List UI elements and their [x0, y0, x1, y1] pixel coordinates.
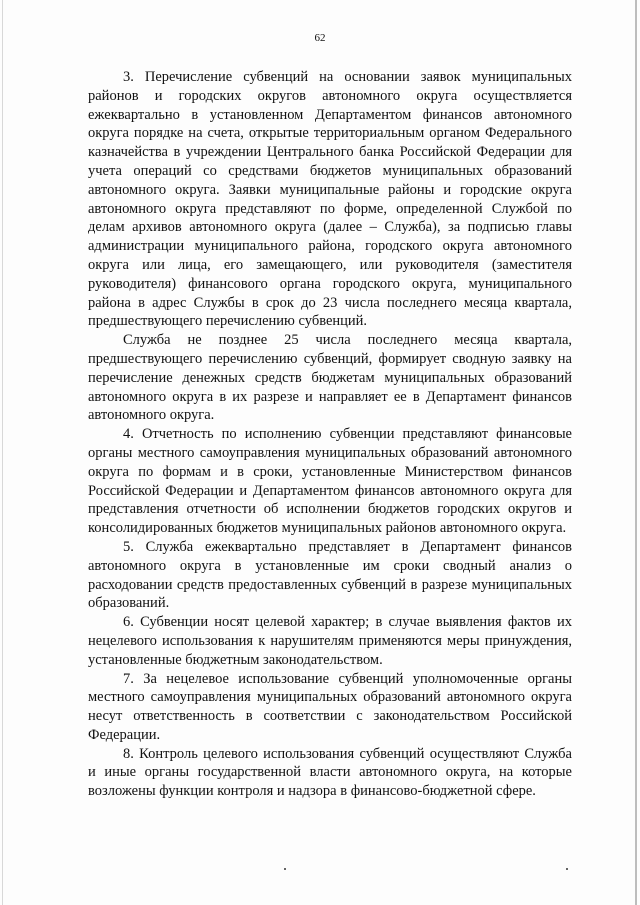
- page-number: 62: [314, 32, 326, 44]
- paragraph-7: 7. За нецелевое использование субвенций уполномоченные органы местного самоуправления муниципальных образований автономного округа несут ответственность в соответствии с законодательством Российской Федерации.: [88, 670, 572, 743]
- scan-speck: [566, 868, 568, 870]
- document-body: [88, 68, 572, 801]
- paragraph-5: 5. Служба ежеквартально представляет в Департамент финансов автономного округа в установленные им сроки сводный анализ о расходовании средств предоставленных субвенций в разрезе муниципальных образований.: [88, 538, 572, 612]
- scan-left-edge: [2, 0, 3, 905]
- paragraph-3-continued: Служба не позднее 25 числа последнего месяца квартала, предшествующего перечислению субвенций, формирует сводную заявку на перечисление денежных средств бюджетам муниципальных образований автономного округа в их разрезе и направляет ее в Департамент финансов автономного округа.: [88, 332, 572, 424]
- scan-right-edge: [635, 0, 637, 905]
- paragraph-3: 3. Перечисление субвенций на основании заявок муниципальных районов и городских округов автономного округа осуществляется ежеквартально в установленном Департаментом финансов автономного округа порядке на счета, открытые территориальным органом Федерального казначейства в учреждении Центрального банка Российской Федерации для учета операций со средствами бюджетов муниципальных образований автономного округа. Заявки муниципальные районы и городские округа автономного округа представляют по форме, определенной Службой по делам архивов автономного округа (далее – Служба), за подписью главы администрации муниципального района, городского округа автономного округа или лица, его замещающего, или руководителя (заместителя руководителя) финансового органа городского округа, муниципального района в адрес Службы в срок до 23 числа последнего месяца квартала, предшествующего перечислению субвенций.: [88, 69, 572, 330]
- paragraph-8: 8. Контроль целевого использования субвенций осуществляют Служба и иные органы государственной власти автономного округа, на которые возложены функции контроля и надзора в финансово-бюджетной сфере.: [88, 745, 572, 800]
- paragraph-4: 4. Отчетность по исполнению субвенции представляют финансовые органы местного самоуправления муниципальных образований автономного округа по формам и в сроки, установленные Министерством финансов Российской Федерации и Департаментом финансов автономного округа для представления отчетности об исполнении бюджетов городских округов и консолидированных бюджетов муниципальных районов автономного округа.: [88, 426, 572, 537]
- scan-speck: [284, 868, 286, 870]
- paragraph-6: 6. Субвенции носят целевой характер; в случае выявления фактов их нецелевого использования к нарушителям применяются меры принуждения, установленные бюджетным законодательством.: [88, 614, 572, 668]
